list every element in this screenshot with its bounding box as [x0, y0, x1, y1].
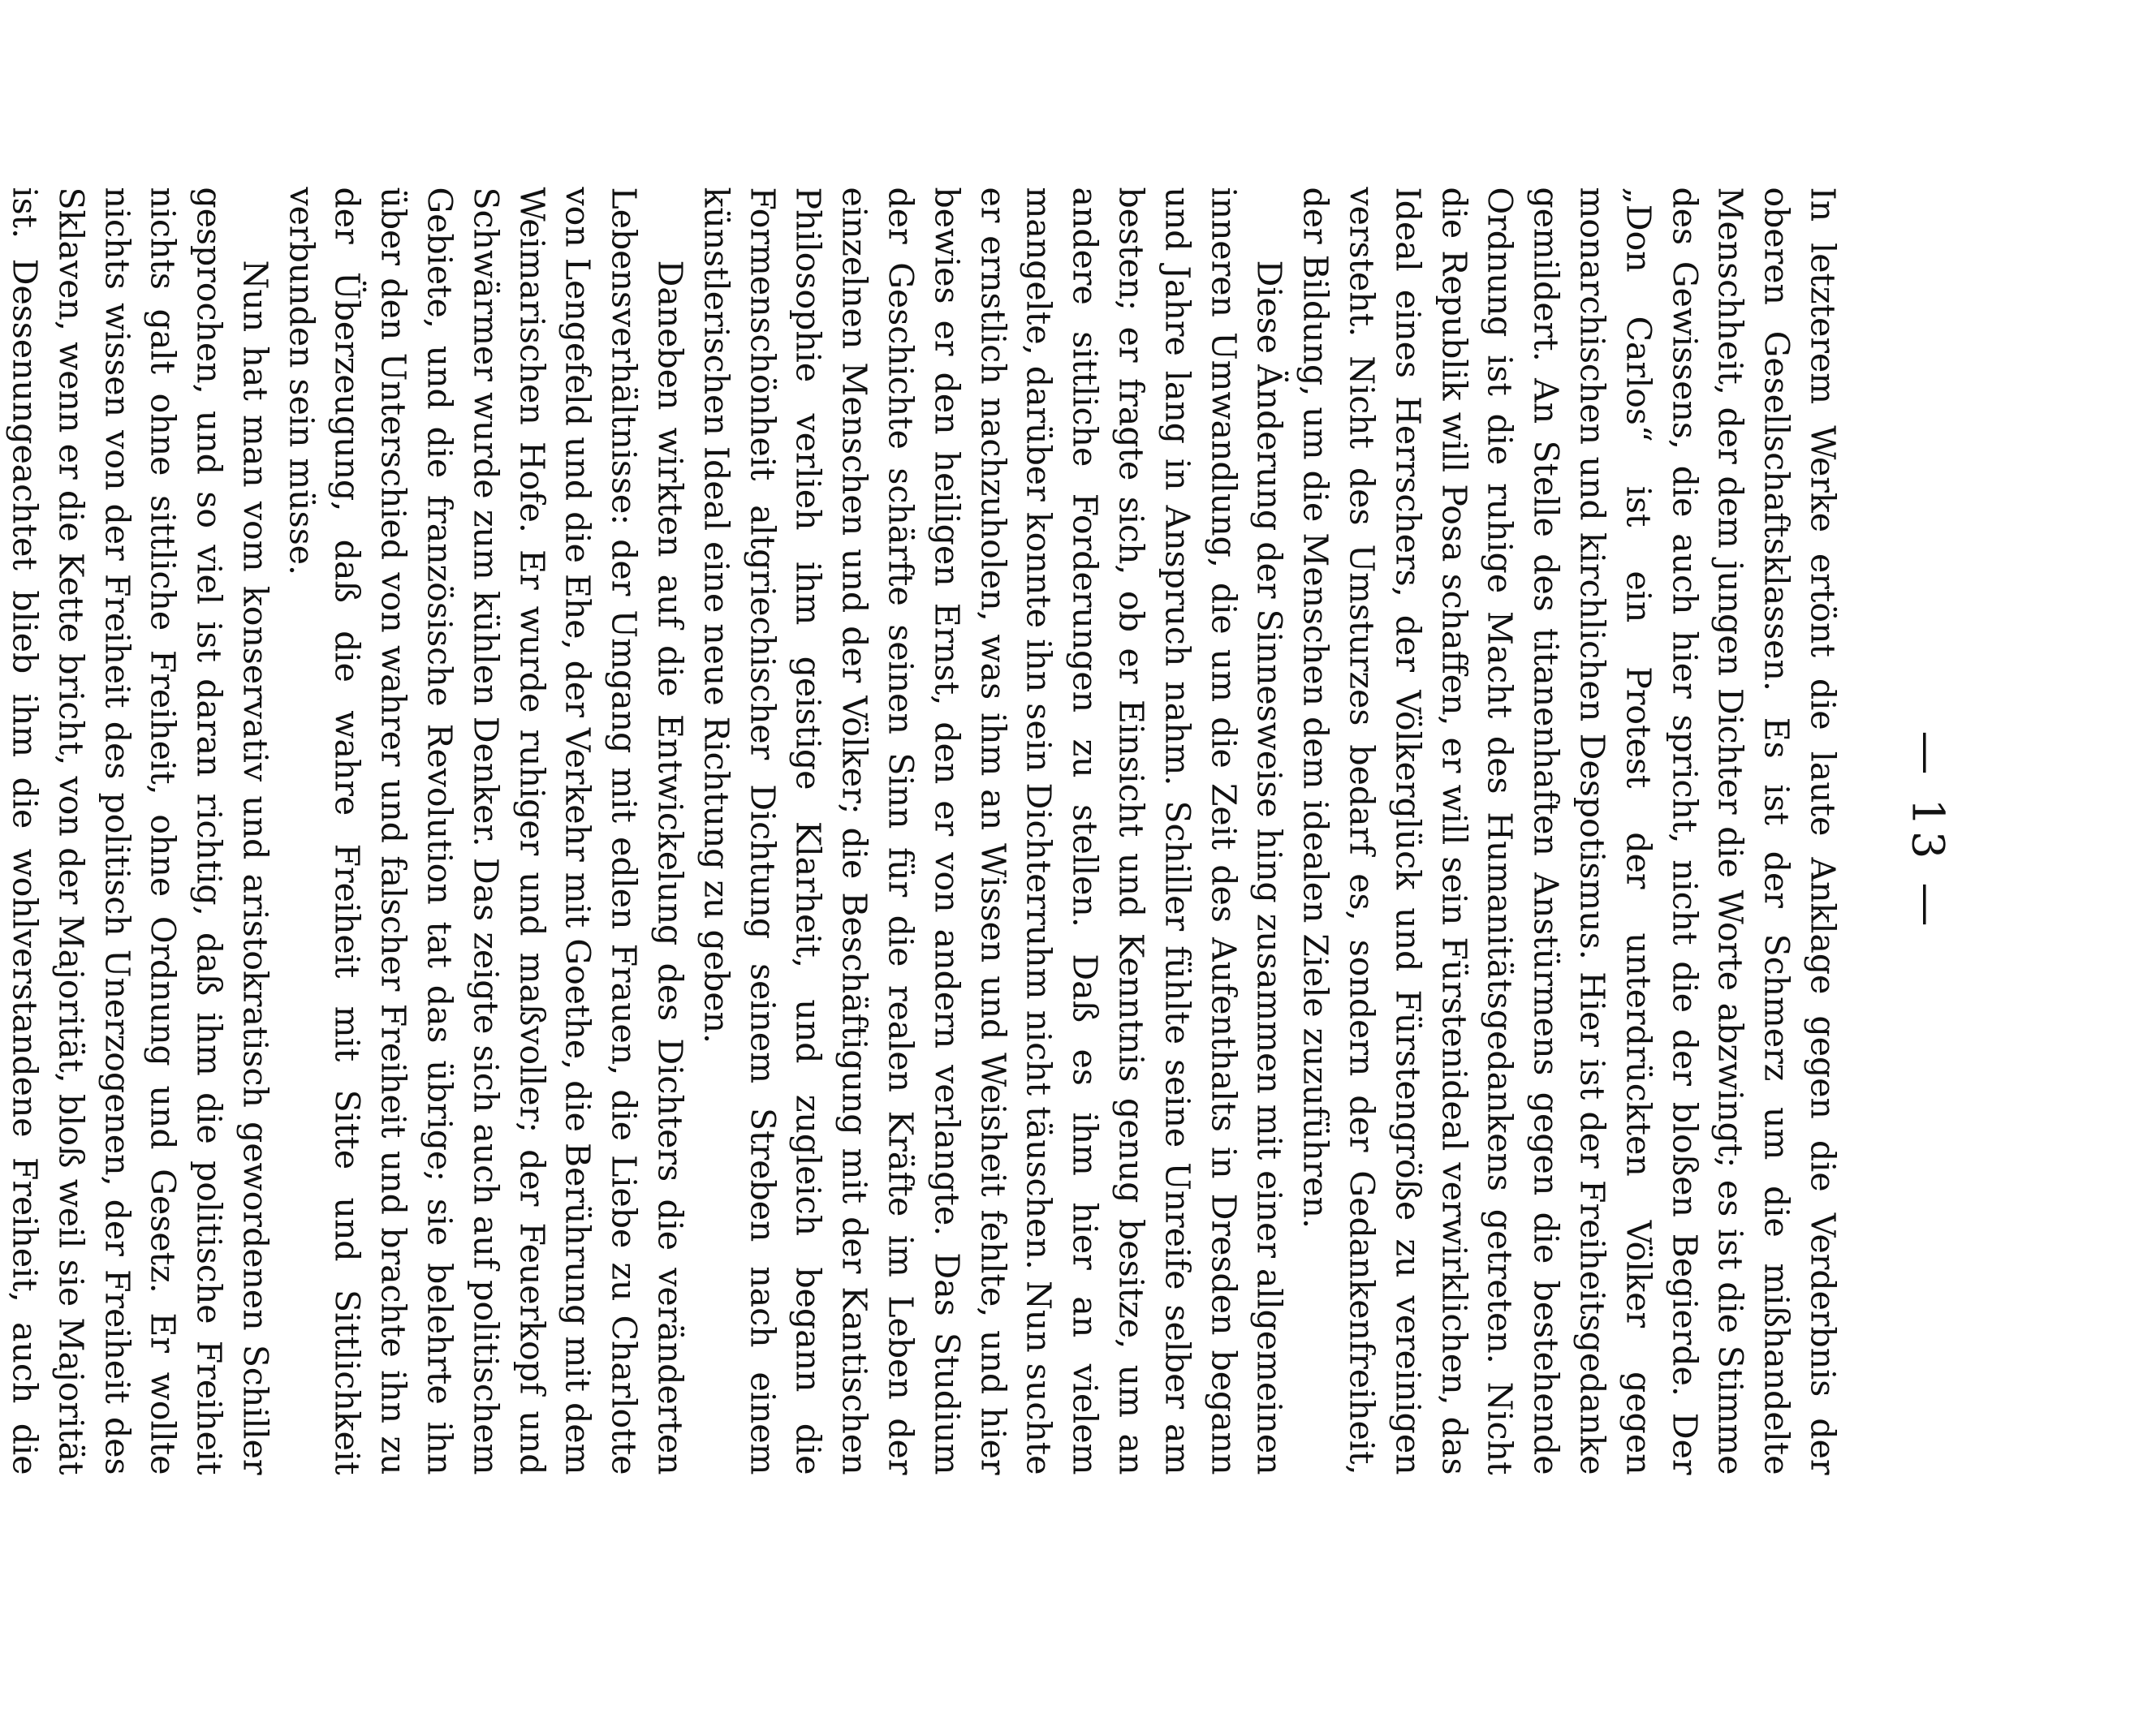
- paragraph: In letzterem Werke ertönt die laute Anklage gegen die Verderbnis der oberen Gesellschaftsklassen. Es ist der Schmerz um die mißhandelte Menschheit, der dem jungen Dichter die Worte abzwingt; es ist die Stimme des Gewissens, die auch hier spricht, nicht die der bloßen Begierde. Der „Don Carlos“ ist ein Protest der unterdrückten Völker gegen monarchischen und kirchlichen Despotismus. Hier ist der Freiheitsgedanke gemildert. An Stelle des titanenhaften Anstürmens gegen die bestehende Ordnung ist die ruhige Macht des Humanitätsgedankens getreten. Nicht die Republik will Posa schaffen, er will sein Fürstenideal verwirklichen, das Ideal eines Herrschers, der Völkerglück und Fürstengröße zu vereinigen versteht. Nicht des Umsturzes bedarf es, sondern der Gedankenfreiheit, der Bildung, um die Menschen dem idealen Ziele zuzuführen.: [1296, 187, 1842, 1475]
- page-number: — 13 —: [1902, 730, 1953, 932]
- paragraph: Daneben wirkten auf die Entwickelung des Dichters die veränderten Lebensverhältnisse: der Umgang mit edlen Frauen, die Liebe zu Charlotte von Lengefeld und die Ehe, der Verkehr mit Goethe, die Berührung mit dem Weimarischen Hofe. Er wurde ruhiger und maßvoller; der Feuerkopf und Schwärmer wurde zum kühlen Denker. Das zeigte sich auch auf politischem Gebiete, und die französische Revolution tat das übrige; sie belehrte ihn über den Unterschied von wahrer und falscher Freiheit und brachte ihn zu der Überzeugung, daß die wahre Freiheit mit Sitte und Sittlichkeit verbunden sein müsse.: [281, 187, 690, 1475]
- paragraph: Diese Änderung der Sinnesweise hing zusammen mit einer allgemeinen inneren Umwandlung, die um die Zeit des Aufenthalts in Dresden begann und Jahre lang in Anspruch nahm. Schiller fühlte seine Unreife selber am besten; er fragte sich, ob er Einsicht und Kenntnis genug besitze, um an andere sittliche Forderungen zu stellen. Daß es ihm hier an vielem mangelte, darüber konnte ihn sein Dichterruhm nicht täuschen. Nun suchte er ernstlich nachzuholen, was ihm an Wissen und Weisheit fehlte, und hier bewies er den heiligen Ernst, den er von andern verlangte. Das Studium der Geschichte schärfte seinen Sinn für die realen Kräfte im Leben der einzelnen Menschen und der Völker; die Beschäftigung mit der Kantischen Philosophie verlieh ihm geistige Klarheit, und zugleich begann die Formenschönheit altgriechischer Dichtung seinem Streben nach einem künstlerischen Ideal eine neue Richtung zu geben.: [696, 187, 1289, 1475]
- paragraph: Nun hat man vom konservativ und aristokratisch gewordenen Schiller gesprochen, und so viel ist daran richtig, daß ihm die politische Freiheit nichts galt ohne sittliche Freiheit, ohne Ordnung und Gesetz. Er wollte nichts wissen von der Freiheit des politisch Unerzogenen, der Freiheit des Sklaven, wenn er die Kette bricht, von der Majorität, bloß weil sie Majorität ist. Dessenungeachtet blieb ihm die wohlverstandene Freiheit, auch die: [4, 187, 274, 1475]
